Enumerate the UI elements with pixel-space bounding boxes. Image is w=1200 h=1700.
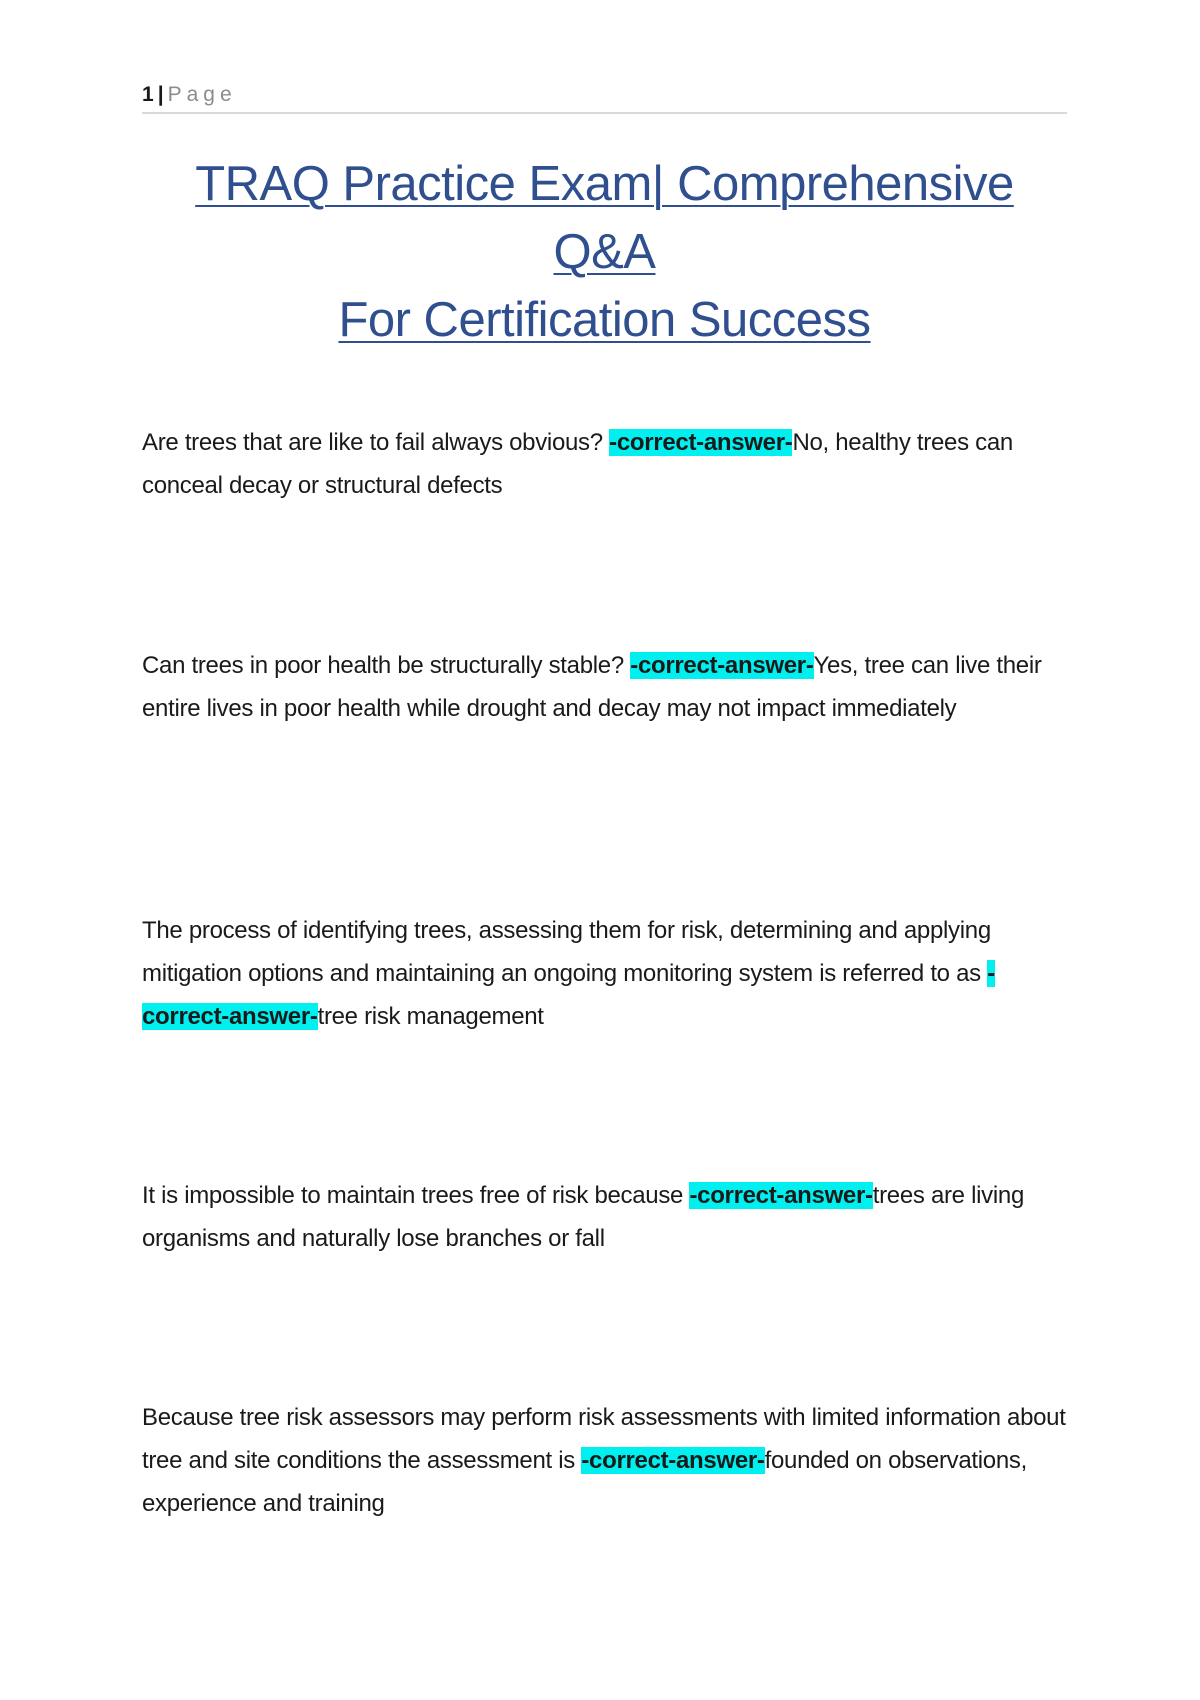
qa-item	[142, 644, 1067, 730]
qa-item	[142, 421, 1067, 507]
document-title	[142, 150, 1067, 354]
page-number: 1	[142, 83, 154, 106]
correct-answer-marker: -correct-answer-	[689, 1182, 873, 1209]
answer-text: No, healthy trees can conceal decay or structural defects	[142, 429, 1013, 499]
page-header	[142, 80, 1067, 114]
page-label: Page	[167, 83, 237, 106]
title-line-2: For Certification Success	[338, 293, 871, 347]
qa-item	[142, 909, 1067, 1038]
qa-item	[142, 1174, 1067, 1260]
question-text: The process of identifying trees, assessing them for risk, determining and applying mitigation options and maintaining an ongoing monitoring system is referred to as	[142, 917, 991, 987]
answer-text: Yes, tree can live their entire lives in poor health while drought and decay may not impact immediately	[142, 652, 1042, 722]
answer-text: tree risk management	[317, 1003, 544, 1030]
page-separator: |	[157, 83, 164, 106]
correct-answer-marker: -correct-answer-	[609, 429, 793, 456]
question-text: Can trees in poor health be structurally stable?	[142, 652, 631, 679]
correct-answer-marker: -correct-answer-	[630, 652, 814, 679]
correct-answer-marker: -correct-answer-	[142, 960, 995, 1030]
qa-item	[142, 1396, 1067, 1525]
answer-text: founded on observations, experience and training	[142, 1447, 1027, 1517]
title-line-1: TRAQ Practice Exam| Comprehensive Q&A	[195, 157, 1014, 279]
question-text: Are trees that are like to fail always obvious?	[142, 429, 610, 456]
answer-text: trees are living organisms and naturally lose branches or fall	[142, 1182, 1024, 1252]
correct-answer-marker: -correct-answer-	[581, 1447, 765, 1474]
question-text: Because tree risk assessors may perform risk assessments with limited information about tree and site conditions the assessment is	[142, 1404, 1066, 1474]
question-text: It is impossible to maintain trees free of risk because	[142, 1182, 690, 1209]
